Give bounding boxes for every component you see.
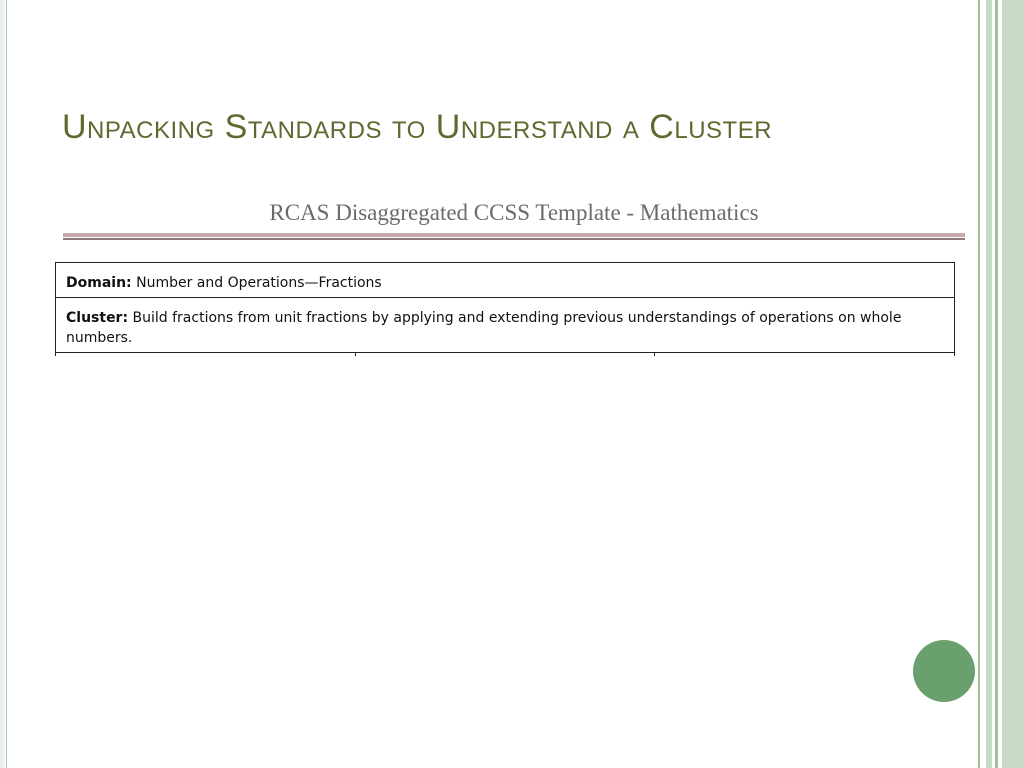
heading-divider-dark xyxy=(63,238,965,240)
domain-label: Domain: xyxy=(66,275,132,291)
cluster-label: Cluster: xyxy=(66,310,129,326)
domain-row xyxy=(56,263,955,298)
slide-title: Unpacking Standards to Understand a Cluster xyxy=(62,108,773,146)
sub-columns-row xyxy=(56,353,955,357)
cluster-value: Build fractions from unit fractions by applying and extending previous understandings of operations on whole numbers. xyxy=(66,310,902,346)
sub-column-2 xyxy=(355,353,655,357)
domain-value: Number and Operations—Fractions xyxy=(136,275,382,291)
decorative-green-circle xyxy=(913,640,975,702)
template-heading: RCAS Disaggregated CCSS Template - Mathematics xyxy=(269,200,759,225)
heading-divider xyxy=(63,233,965,237)
left-border xyxy=(0,0,4,768)
sub-column-1 xyxy=(56,353,356,357)
ccss-table xyxy=(55,262,955,356)
cluster-row xyxy=(56,298,955,353)
left-border-line xyxy=(6,0,7,768)
right-decorative-stripes xyxy=(978,0,1024,768)
sub-column-3 xyxy=(655,353,955,357)
